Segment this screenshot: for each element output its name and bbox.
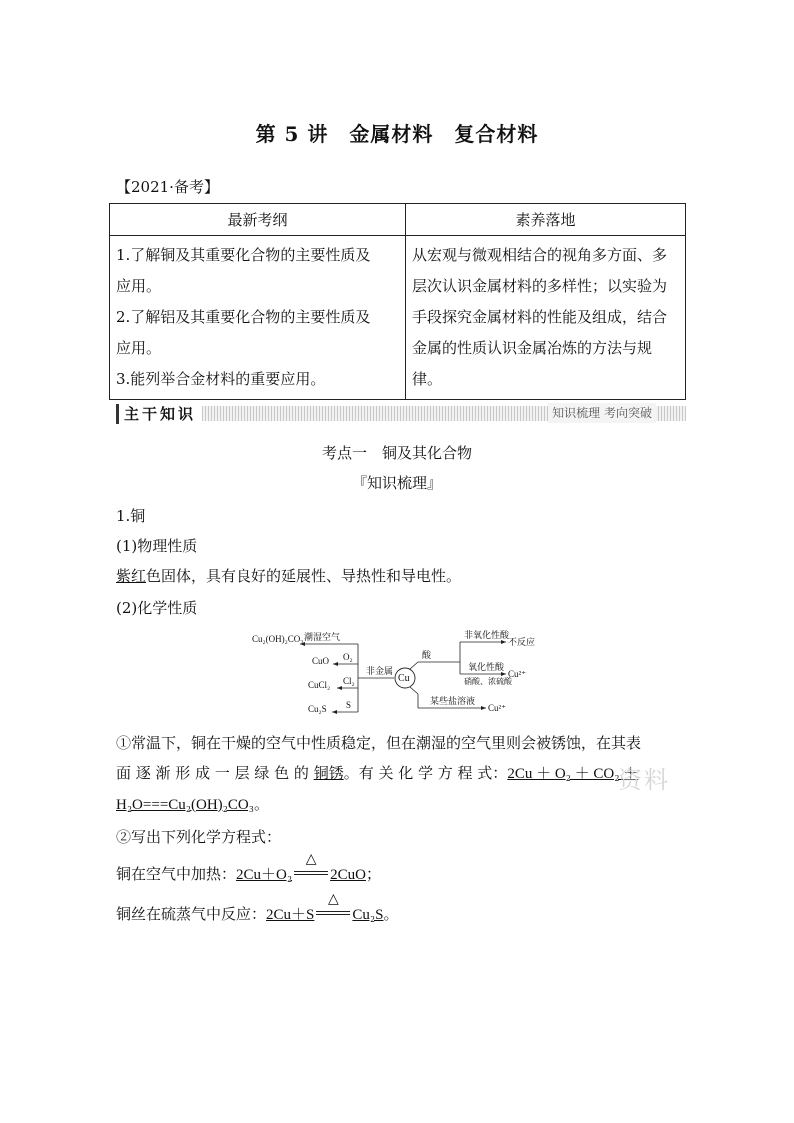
salt-solution-label: 某些盐溶液 bbox=[430, 696, 476, 706]
copper-heading: 1.铜 bbox=[116, 507, 146, 525]
outline-right-cell bbox=[406, 236, 686, 400]
heat-symbol: △ bbox=[327, 891, 339, 907]
arrowhead-salt bbox=[481, 706, 486, 710]
rust-equation-part2: H₂O===Cu₂(OH)₂CO₃ bbox=[116, 797, 254, 813]
write-equations-prompt: ②写出下列化学方程式： bbox=[116, 828, 282, 846]
rust-line-end: 。 bbox=[253, 795, 269, 813]
reagent-cl2: Cl₂ bbox=[343, 676, 355, 686]
outline-table bbox=[109, 203, 686, 400]
outline-left-cell bbox=[110, 236, 406, 400]
eq2-rhs: Cu₂S bbox=[352, 907, 384, 923]
phys-rest: 色固体，具有良好的延展性、导热性和导电性。 bbox=[146, 567, 462, 585]
outline-right-line: 金属的性质认识金属冶炼的方法与规律。 bbox=[412, 339, 653, 388]
arrowhead-nonoxidizing bbox=[501, 640, 506, 644]
shuli-heading: 『知识梳理』 bbox=[351, 474, 442, 492]
eq2-condition bbox=[316, 891, 350, 923]
rust-line-2a: 面 逐 渐 形 成 一 层 绿 色 的 bbox=[116, 764, 314, 782]
outline-left-item: 1.了解铜及其重要化合物的主要性质及 bbox=[116, 246, 371, 264]
no-reaction-label: 不反应 bbox=[508, 637, 536, 647]
salt-link bbox=[410, 687, 418, 694]
eq1-lhs: 2Cu＋O₂ bbox=[236, 867, 293, 883]
banner-subtitle: 知识梳理 考向突破 bbox=[548, 403, 656, 423]
outline-left-item: 3.能列举合金材料的重要应用。 bbox=[116, 370, 326, 388]
eq1-bar bbox=[294, 874, 328, 875]
cu-center-label: Cu bbox=[398, 673, 410, 684]
arrowhead-s bbox=[332, 710, 337, 714]
eq2-bar bbox=[316, 914, 350, 915]
arrowhead-cl2 bbox=[337, 686, 342, 690]
outline-left-item: 应用。 bbox=[116, 339, 162, 357]
cu2plus-salt: Cu²⁺ bbox=[488, 703, 506, 713]
phys-heading: (1)物理性质 bbox=[116, 537, 198, 555]
outline-right-line: 层次认识金属材料的多样性；以实验为 bbox=[412, 277, 668, 295]
rust-line-3 bbox=[116, 789, 686, 820]
eq1-end: ； bbox=[365, 865, 381, 883]
prep-label: 【2021·备考】 bbox=[116, 178, 219, 196]
eq2-bar bbox=[316, 911, 350, 912]
outline-right-line: 从宏观与微观相结合的视角多方面、多 bbox=[412, 246, 668, 264]
banner-label: 主干知识 bbox=[116, 404, 196, 424]
product-cu2s: Cu₂S bbox=[308, 704, 327, 714]
equation-1 bbox=[116, 851, 381, 884]
chem-heading: (2)化学性质 bbox=[116, 599, 198, 617]
acid-link bbox=[410, 662, 418, 669]
outline-left-item: 2.了解铝及其重要化合物的主要性质及 bbox=[116, 308, 371, 326]
heat-symbol: △ bbox=[305, 851, 317, 867]
nonmetal-label: 非金属 bbox=[366, 666, 394, 676]
rust-paragraph bbox=[116, 728, 686, 820]
oxidizing-examples: 硝酸、浓硫酸 bbox=[464, 677, 512, 686]
eq2-end: 。 bbox=[383, 905, 399, 923]
arrowhead-o2 bbox=[333, 662, 338, 666]
arrowhead-oxidizing bbox=[501, 672, 506, 676]
rust-line-2 bbox=[116, 758, 686, 789]
outline-header-right: 素养落地 bbox=[406, 204, 686, 236]
eq1-label: 铜在空气中加热： bbox=[116, 865, 237, 883]
cu2plus-acid: Cu²⁺ bbox=[508, 669, 526, 679]
product-cuo: CuO bbox=[312, 656, 330, 666]
acid-label: 酸 bbox=[422, 650, 432, 660]
product-basic-carbonate: Cu₂(OH)₂CO₃ bbox=[252, 634, 304, 644]
rust-line-2b: 。有 关 化 学 方 程 式： bbox=[343, 764, 508, 782]
phys-description bbox=[116, 565, 461, 586]
outline-left-item: 应用。 bbox=[116, 277, 162, 295]
page-title: 第 5 讲 金属材料 复合材料 bbox=[255, 122, 539, 146]
watermark: 资料 bbox=[618, 766, 670, 794]
outline-header-left: 最新考纲 bbox=[110, 204, 406, 236]
reagent-s: S bbox=[346, 700, 352, 710]
eq1-bar bbox=[294, 871, 328, 872]
rust-equation-part1: 2Cu ＋ O₂ ＋ CO₂ ＋ bbox=[507, 766, 639, 782]
equation-2 bbox=[116, 891, 399, 924]
phys-color-answer: 紫红 bbox=[116, 567, 147, 585]
oxidizing-label: 氧化性酸 bbox=[468, 662, 505, 672]
reagent-moist-air: 潮湿空气 bbox=[304, 632, 341, 642]
nonoxidizing-label: 非氧化性酸 bbox=[464, 630, 510, 640]
eq2-lhs: 2Cu＋S bbox=[266, 907, 315, 923]
eq1-rhs: 2CuO bbox=[330, 867, 366, 883]
copper-reaction-diagram bbox=[250, 628, 550, 723]
reagent-o2: O₂ bbox=[343, 652, 353, 662]
eq1-condition bbox=[294, 851, 328, 883]
kaodian-heading: 考点一 铜及其化合物 bbox=[321, 444, 472, 462]
eq2-label: 铜丝在硫蒸气中反应： bbox=[116, 905, 267, 923]
section-banner bbox=[116, 403, 686, 425]
rust-line-1: ①常温下，铜在干燥的空气中性质稳定，但在潮湿的空气里则会被锈蚀，在其表 bbox=[116, 734, 642, 752]
product-cucl2: CuCl₂ bbox=[308, 680, 331, 690]
tongxiu-answer: 铜锈 bbox=[313, 764, 344, 782]
outline-right-line: 手段探究金属材料的性能及组成，结合 bbox=[412, 308, 668, 326]
